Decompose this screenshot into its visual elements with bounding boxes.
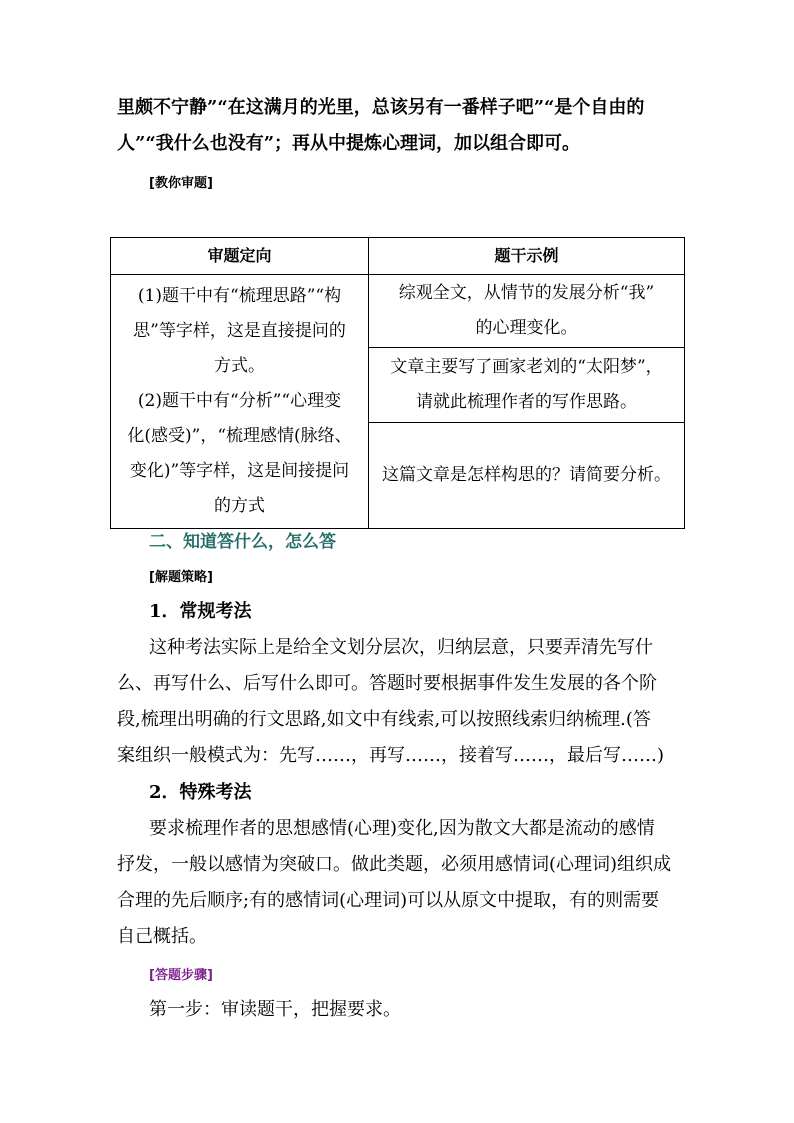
table-row-1	[369, 275, 685, 348]
intro-line-2: 人”“我什么也没有”；再从中提炼心理词，加以组合即可。	[117, 133, 581, 154]
para1-line-4: 案组织一般模式为：先写……，再写……，接着写……，最后写……)	[117, 745, 665, 766]
para2-line-4: 自己概括。	[117, 926, 207, 947]
table-row-3	[369, 423, 685, 529]
left-line: (1)题干中有“梳理思路”“构	[137, 286, 342, 306]
table-row-2	[369, 348, 685, 423]
para1-line-3: 段,梳理出明确的行文思路,如文中有线索,可以按照线索归纳梳理.(答	[117, 709, 651, 730]
subheading-2: 2．特殊考法	[149, 782, 252, 803]
right-line: 的心理变化。	[475, 318, 578, 338]
label-steps: [答题步骤]	[149, 968, 213, 983]
right-line: 这篇文章是怎样构思的？请简要分析。	[382, 465, 671, 485]
label-teach: [教你审题]	[149, 176, 213, 191]
left-line: 的方式	[214, 496, 265, 516]
right-line: 请就此梳理作者的写作思路。	[416, 392, 637, 412]
subheading-1: 1．常规考法	[149, 601, 252, 622]
left-line: 思”等字样，这是直接提问的	[133, 321, 346, 341]
analysis-table	[110, 237, 685, 529]
table-left-cell	[111, 275, 369, 529]
left-line: 方式。	[214, 356, 265, 376]
right-line: 文章主要写了画家老刘的“太阳梦”，	[390, 357, 663, 377]
intro-line-1: 里颇不宁静”“在这满月的光里，总该另有一番样子吧”“是个自由的	[117, 97, 645, 118]
left-line: 化(感受)”，“梳理感情(脉络、	[127, 426, 352, 446]
left-line: 变化)”等字样，这是间接提问	[129, 461, 350, 481]
para1-line-2: 么、再写什么、后写什么即可。答题时要根据事件发生发展的各个阶	[117, 673, 657, 694]
step-1: 第一步：审读题干，把握要求。	[149, 999, 401, 1020]
table-header-right: 题干示例	[369, 238, 685, 275]
left-line: (2)题干中有“分析”“心理变	[137, 391, 342, 411]
para2-line-1: 要求梳理作者的思想感情(心理)变化,因为散文大都是流动的感情	[149, 818, 655, 839]
para2-line-3: 合理的先后顺序;有的感情词(心理词)可以从原文中提取，有的则需要	[117, 890, 660, 911]
right-line: 综观全文，从情节的发展分析“我”	[398, 283, 655, 303]
section-2-heading: 二、知道答什么，怎么答	[149, 532, 336, 552]
para2-line-2: 抒发，一般以感情为突破口。做此类题，必须用感情词(心理词)组织成	[117, 854, 672, 875]
label-strategy: [解题策略]	[149, 570, 213, 585]
table-header-left: 审题定向	[111, 238, 369, 275]
para1-line-1: 这种考法实际上是给全文划分层次，归纳层意，只要弄清先写什	[149, 637, 653, 658]
